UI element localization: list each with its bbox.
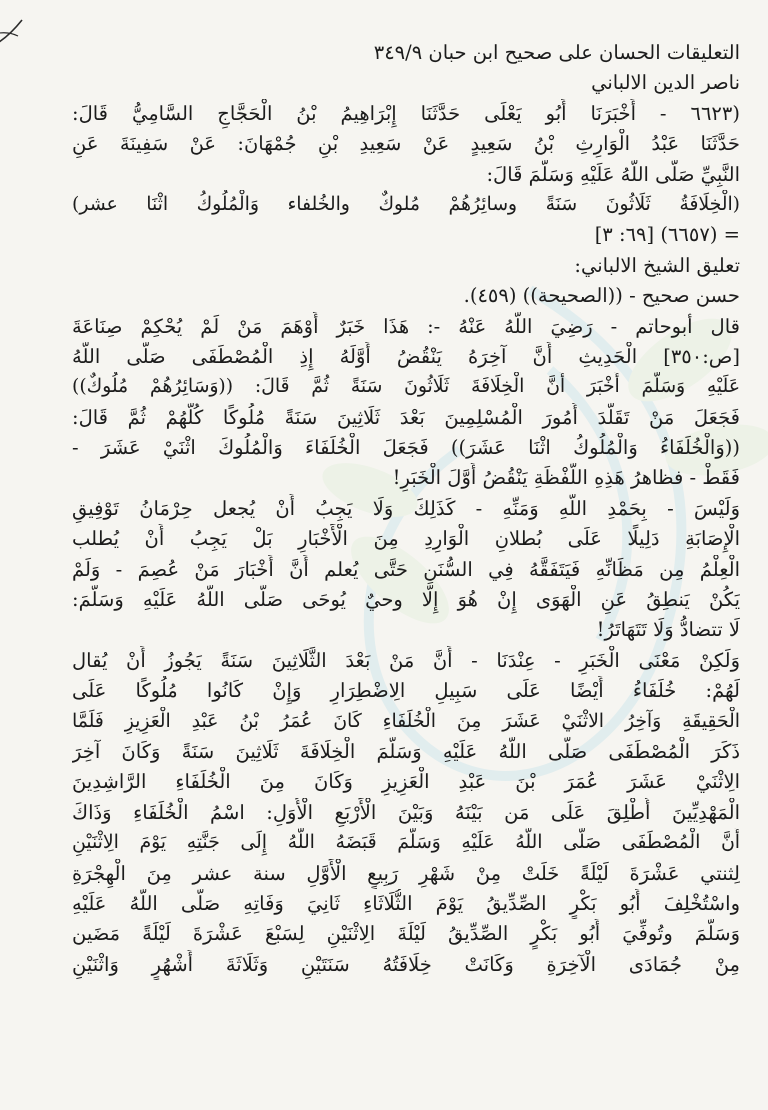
abu-hatim-line: ذَكَرَ الْمُصْطَفَى صَلَّى اللَّهُ عَلَيْهِ وَسَلَّمَ الْخِلَافَةَ ثَلَاثِينَ سَنَةً وَكَانَ آخِرَ xyxy=(72,739,740,763)
abu-hatim-line: وَلَكِنْ مَعْنَى الْخَبَرِ - عِنْدَنَا - أَنَّ مَنْ بَعْدَ الثَّلَاثِينَ سَنَةً يَجُوزُ أَنْ يُقال xyxy=(72,648,740,672)
pen-mark-icon xyxy=(0,14,32,50)
abu-hatim-line: لِثنتي عَشْرَةَ لَيْلَةً خَلَتْ مِنْ شَهْرِ رَبِيعٍ الْأَوَّلِ سنة عشر مِنَ الْهِجْرَةِ xyxy=(72,861,740,885)
abu-hatim-line: واسْتُخْلِفَ أَبُو بَكْرٍ الصِّدِّيقُ يَوْمَ الثُّلَاثَاءِ ثَانِيَ وَفَاتِهِ صَلَّى اللَّهُ عَلَيْهِ xyxy=(72,891,740,915)
hadith-line: (الْخِلَافَةُ ثَلَاثُونَ سَنَةً وسائِرُهُمْ مُلوكٌ والخُلفاء وَالْمُلُوكُ اثْنَا عشر) xyxy=(72,193,740,215)
hadith-line: (٦٦٢٣ - أَخْبَرَنَا أَبُو يَعْلَى حَدَّثَنَا إِبْرَاهِيمُ بْنُ الْحَجَّاجِ السَّامِيُّ قَالَ: xyxy=(72,101,740,125)
abu-hatim-line: لَا تتضادُّ وَلَا تَتَهَاتَرُ! xyxy=(596,618,740,642)
hadith-line: = (٦٦٥٧) [٦٩: ٣] xyxy=(594,223,740,247)
abu-hatim-line: الْمَهْدِيِّينَ أُطْلِقَ عَلَى مَن بَيْنَهُ وَبَيْنَ الْأَرْبَعِ الْأُوَلِ: اسْمُ الْخُلَفَاءِ وَذَاكَ xyxy=(72,800,740,824)
abu-hatim-line: الْإِصَابَةِ دَلِيلًا عَلَى بُطلانِ الْوَارِدِ مِنَ الْأَخْبَارِ بَلْ يَجِبُ أَنْ يُطلب xyxy=(72,527,740,551)
hadith-grade: حسن صحيح - ((الصحيحة)) (٤٥٩). xyxy=(463,284,740,308)
hadith-line: النَّبِيِّ صَلَّى اللَّهُ عَلَيْهِ وَسَلَّمَ قَالَ: xyxy=(486,162,740,186)
abu-hatim-line: فَقَطْ - فظاهرُ هَذِهِ اللَّفْظَةِ يَنْقُضُ أَوَّلَ الْخَبَرِ! xyxy=(392,466,740,490)
abu-hatim-line: [ص:٣٥٠] الْحَدِيثِ أَنَّ آخِرَهُ يَنْقُضُ أَوَّلَهُ إِذِ الْمُصْطَفَى صَلَّى اللَّهُ xyxy=(72,344,740,368)
abu-hatim-line: يَكُنْ يَنطِقُ عَنِ الْهَوَى إِنْ هُوَ إِلَّا وحيٌ يُوحَى صَلَّى اللَّهُ عَلَيْهِ وَسَلَّمَ: xyxy=(72,588,740,612)
abu-hatim-line: مِنْ جُمَادَى الْآخِرَةِ وَكَانَتْ خِلَافَتُهُ سَنَتَيْنِ وَثَلَاثَةَ أَشْهُرٍ وَاثْنَيْنِ xyxy=(72,952,740,976)
page-text xyxy=(72,38,740,980)
hadith-line: حَدَّثَنَا عَبْدُ الْوَارِثِ بْنُ سَعِيدٍ عَنْ سَعِيدِ بْنِ جُمْهَانَ: عَنْ سَفِينَةَ عَنِ xyxy=(72,132,740,156)
abu-hatim-line: الْحَقِيقَةِ وَآخِرُ الاثْنَيْ عَشَرَ مِنَ الْخُلَفَاءِ كَانَ عُمَرُ بْنُ عَبْدِ الْعَزِيزِ فَلَمَّا xyxy=(72,710,740,732)
abu-hatim-line: لَهُمْ: خُلَفَاءُ أَيْضًا عَلَى سَبِيلِ الِاضْطِرَارِ وَإِنْ كَانُوا مُلُوكًا عَلَى xyxy=(72,679,740,703)
abu-hatim-line: ((وَالْخُلَفَاءُ وَالْمُلُوكُ اثْنَا عَشَرَ)) فَجَعَلَ الْخُلَفَاءَ وَالْمُلُوكَ اثْنَيْ عَشَرَ - xyxy=(72,436,740,460)
abu-hatim-line: أَنَّ الْمُصْطَفَى صَلَّى اللَّهُ عَلَيْهِ وَسَلَّمَ قَبَضَهُ اللَّهُ إِلَى جَنَّتِهِ يَوْمَ الِاثْنَيْنِ xyxy=(72,832,740,854)
abu-hatim-line: الِاثْنَيْ عَشَرَ عُمَرَ بْنَ عَبْدِ الْعَزِيزِ وَكَانَ مِنَ الْخُلَفَاءِ الرَّاشِدِينَ xyxy=(72,770,740,794)
abu-hatim-line: فَجَعَلَ مَنْ تَقَلَّدَ أُمُورَ الْمُسْلِمِينَ بَعْدَ ثَلَاثِينَ سَنَةً مُلُوكًا كُلَّهُمْ ثُمَّ قَالَ: xyxy=(72,405,740,429)
abu-hatim-line: وَسَلَّمَ وتُوفِّيَ أَبُو بَكْرٍ الصِّدِّيقُ لَيْلَةَ الِاثْنَيْنِ لِسَبْعَ عَشْرَةَ لَيْلَةً مَضَين xyxy=(72,922,740,946)
author-name: ناصر الدين الالباني xyxy=(591,71,740,95)
abu-hatim-line: وَلَيْسَ - بِحَمْدِ اللَّهِ وَمَنِّهِ - كَذَلِكَ وَلَا يَجِبُ أَنْ يُجعل حِرْمَانُ تَوْفِيقِ xyxy=(72,496,740,520)
abu-hatim-line: قال أبوحاتم - رَضِيَ اللَّهُ عَنْهُ -: هَذَا خَبَرٌ أَوْهَمَ مَنْ لَمْ يُحْكِمْ صِنَاعَةَ xyxy=(72,314,740,338)
abu-hatim-line: الْعِلْمُ مِن مَظَانِّهِ فَيَتَفَقَّهُ فِي السُّنَنِ حَتَّى يُعلم أَنَّ أَخْبَارَ مَنْ عُصِمَ - وَلَمْ xyxy=(72,557,740,581)
abu-hatim-line: عَلَيْهِ وَسَلَّمَ أَخْبَرَ أَنَّ الْخِلَافَةَ ثَلَاثُونَ سَنَةً ثُمَّ قَالَ: ((وَسَائِرُهُمْ مُلُوكٌ)) xyxy=(72,376,740,398)
book-title: التعليقات الحسان على صحيح ابن حبان ٣٤٩/٩ xyxy=(373,41,740,64)
commentary-heading: تعليق الشيخ الالباني: xyxy=(574,253,740,277)
